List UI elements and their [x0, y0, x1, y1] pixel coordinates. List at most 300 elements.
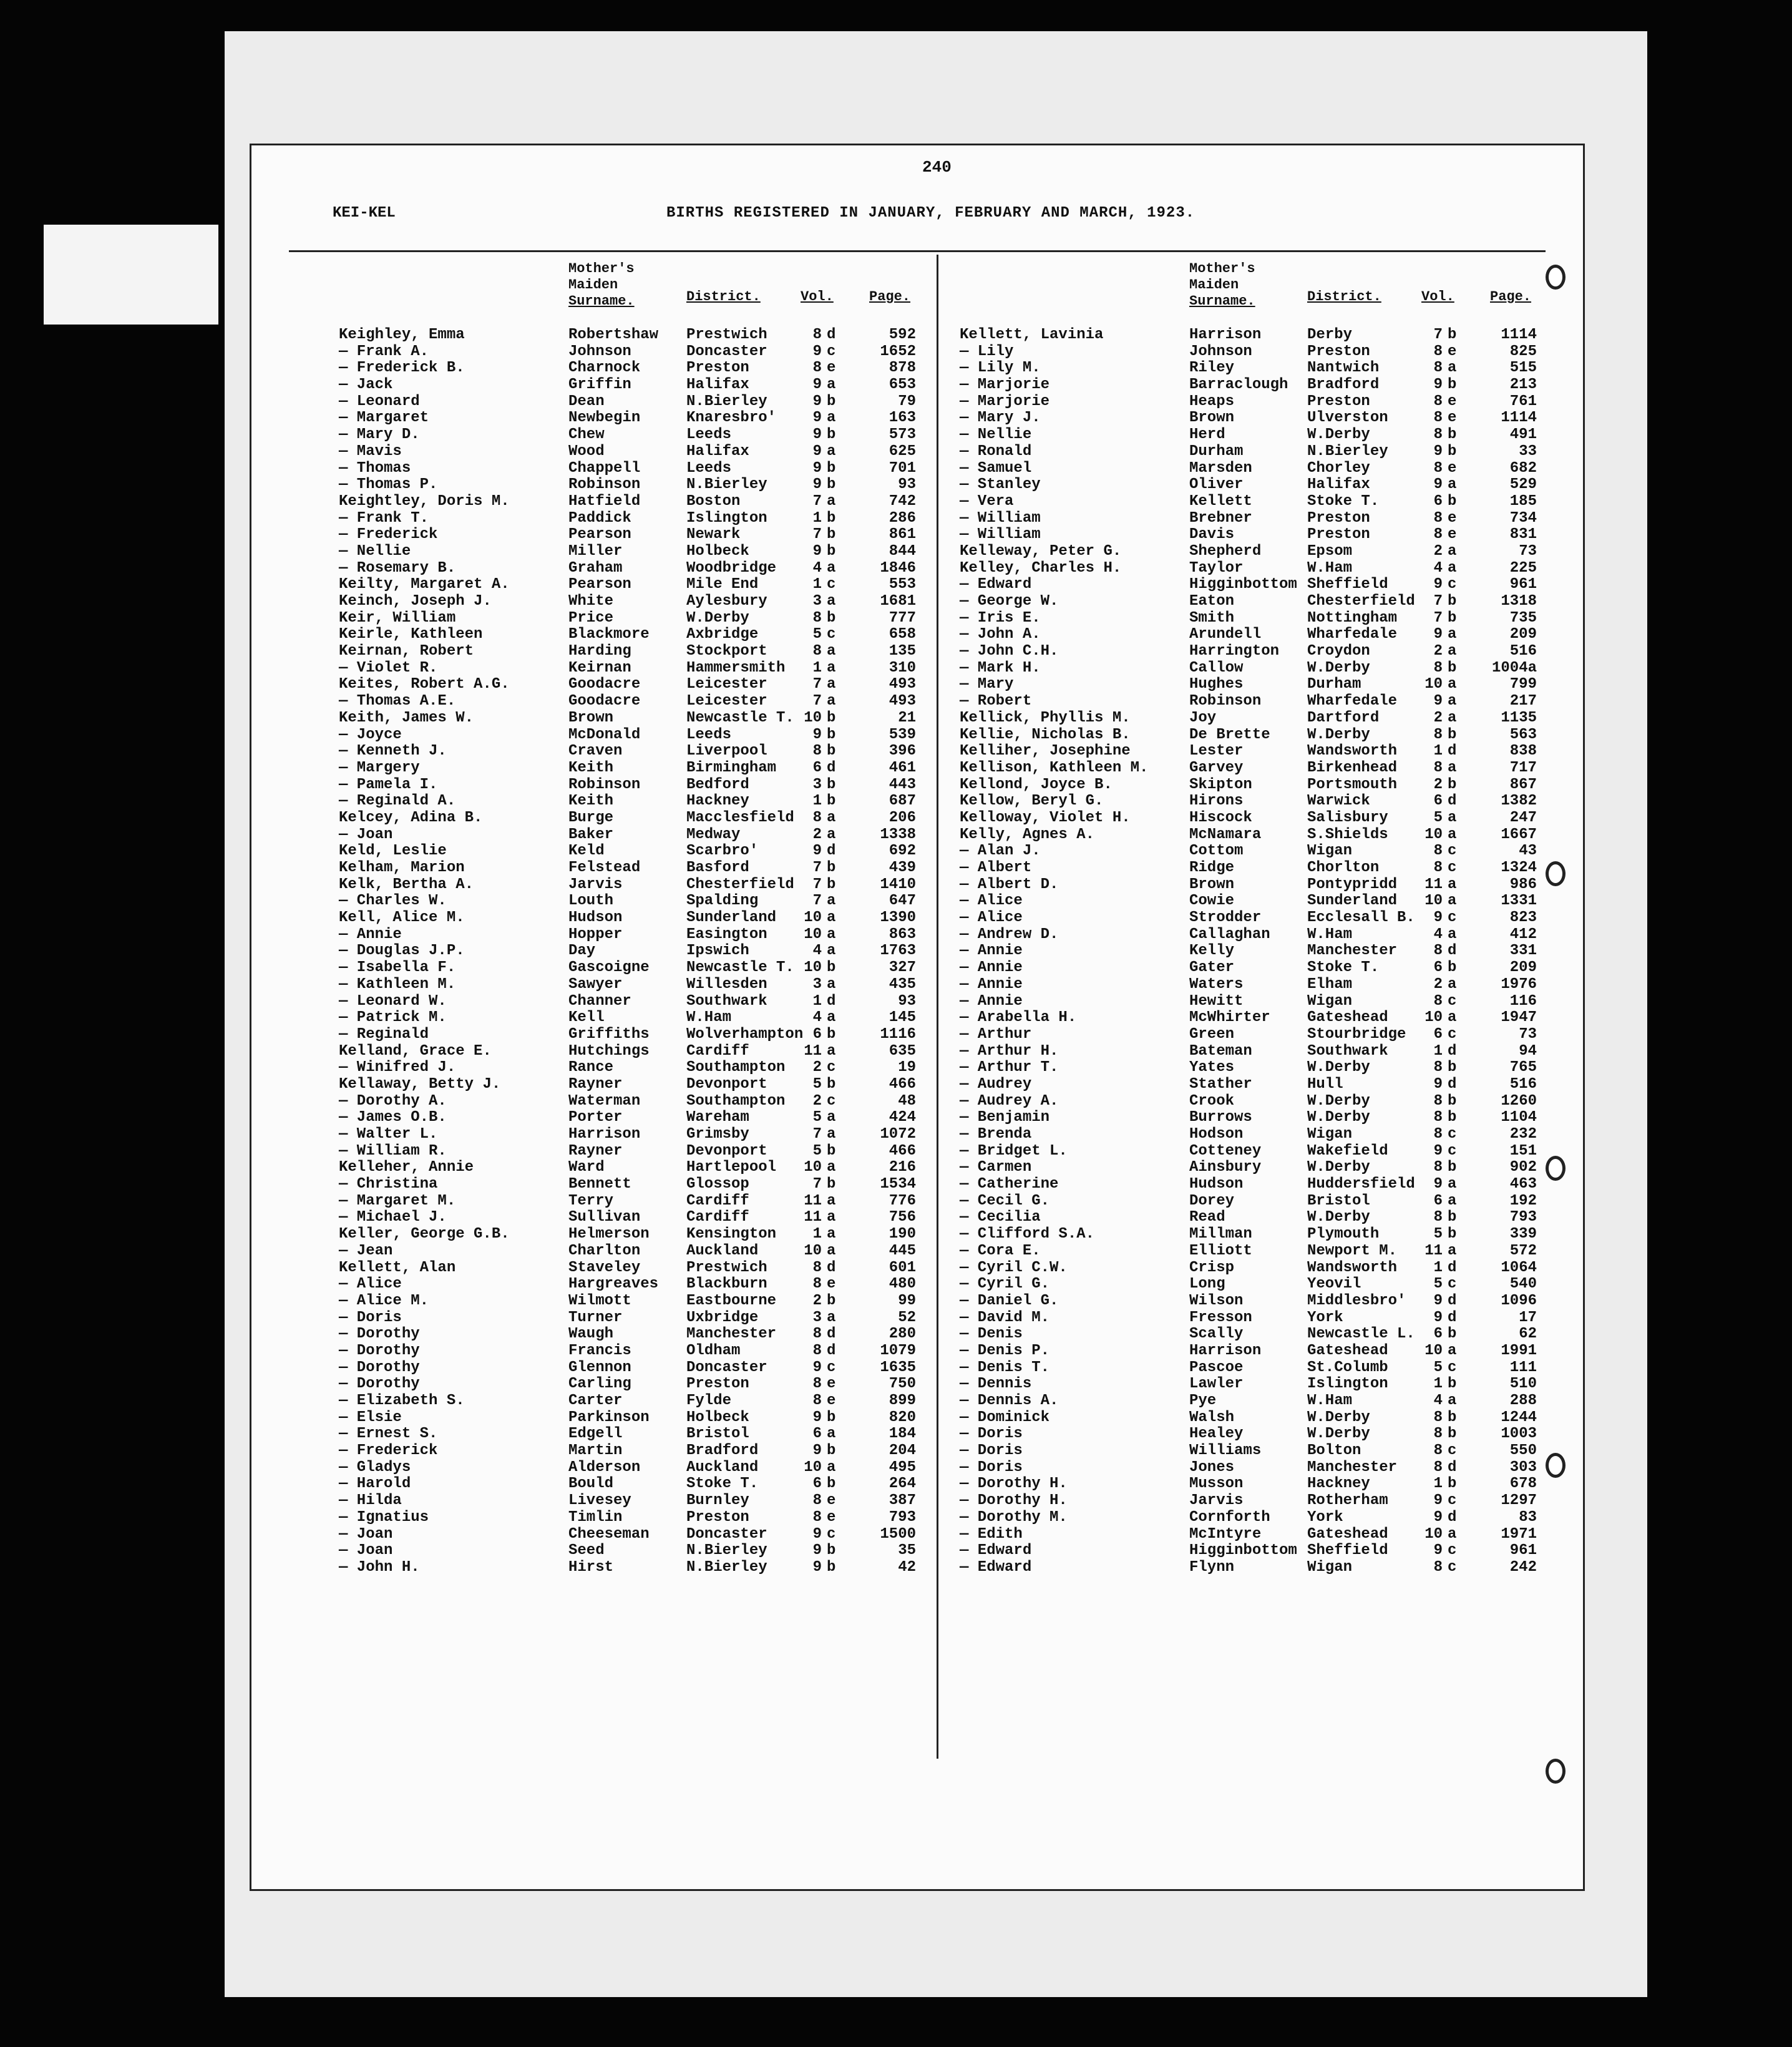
page-number-cell: 735: [1509, 609, 1537, 627]
mother-maiden-surname: Bateman: [1189, 1042, 1252, 1060]
mother-maiden-surname: Waters: [1189, 975, 1244, 993]
mother-maiden-surname: Waugh: [568, 1326, 614, 1343]
entry-name: — Annie: [960, 975, 1023, 993]
volume-letter: c: [827, 1359, 836, 1376]
page-number-cell: 184: [889, 1425, 916, 1443]
volume-number: 8: [1433, 459, 1443, 477]
page-number-cell: 445: [889, 1242, 916, 1259]
page-number-cell: 1079: [880, 1342, 916, 1359]
page-number-cell: 327: [889, 959, 916, 977]
volume-number: 9: [1433, 693, 1443, 710]
page-number-cell: 1324: [1501, 859, 1537, 876]
district: Auckland: [686, 1458, 759, 1476]
page-number-cell: 461: [889, 759, 916, 776]
page-number-cell: 678: [1509, 1475, 1537, 1493]
mother-maiden-surname: Pascoe: [1189, 1359, 1244, 1376]
district: Grimsby: [686, 1126, 749, 1143]
mother-maiden-surname: Lester: [1189, 743, 1244, 760]
volume-letter: a: [1448, 975, 1457, 993]
page-number-cell: 79: [898, 393, 916, 410]
volume-number: 9: [812, 1409, 822, 1426]
punch-hole: [1546, 1759, 1566, 1784]
district: Preston: [686, 1508, 749, 1526]
entry-name: — Patrick M.: [339, 1009, 447, 1027]
entry-name: — Rosemary B.: [339, 559, 456, 577]
volume-letter: a: [827, 676, 836, 693]
punch-hole: [1546, 1453, 1566, 1478]
register-sheet: [250, 144, 1585, 1891]
district: Knaresbro': [686, 409, 777, 427]
district: Devonport: [686, 1142, 767, 1160]
volume-number: 10: [804, 959, 822, 977]
mother-maiden-surname: Turner: [568, 1309, 623, 1326]
mother-maiden-surname: Goodacre: [568, 676, 641, 693]
entry-name: Kelham, Marion: [339, 859, 465, 876]
district: W.Ham: [686, 1009, 732, 1027]
mother-maiden-surname: Hutchings: [568, 1042, 650, 1060]
district: Wigan: [1307, 992, 1353, 1010]
mother-maiden-surname: Newbegin: [568, 409, 641, 427]
page-number-cell: 861: [889, 526, 916, 544]
volume-number: 1: [812, 793, 822, 810]
volume-letter: c: [827, 343, 836, 360]
volume-number: 9: [1433, 576, 1443, 594]
entry-name: — Leonard W.: [339, 992, 447, 1010]
entry-name: — John A.: [960, 626, 1041, 643]
district: Preston: [686, 1375, 749, 1393]
district: Wandsworth: [1307, 1259, 1398, 1276]
district: Bradford: [1307, 376, 1380, 394]
mother-maiden-surname: Cheeseman: [568, 1525, 650, 1543]
volume-number: 7: [812, 1126, 822, 1143]
district: Epsom: [1307, 542, 1353, 560]
volume-number: 9: [1433, 476, 1443, 494]
entry-name: — Dorothy: [339, 1342, 420, 1359]
page-number-cell: 1104: [1501, 1109, 1537, 1126]
mother-maiden-surname: Higginbottom: [1189, 576, 1297, 594]
district: Manchester: [686, 1326, 777, 1343]
volume-letter: b: [1448, 609, 1457, 627]
volume-number: 9: [1433, 1542, 1443, 1560]
mother-maiden-surname: Durham: [1189, 442, 1244, 460]
district: W.Ham: [1307, 1392, 1353, 1409]
district: Stockport: [686, 643, 767, 660]
volume-letter: b: [827, 1442, 836, 1460]
volume-number: 9: [812, 843, 822, 860]
volume-number: 8: [1433, 1458, 1443, 1476]
volume-letter: c: [1448, 1142, 1457, 1160]
mother-maiden-surname: Wilmott: [568, 1292, 631, 1309]
district: Glossop: [686, 1176, 749, 1193]
entry-name: — Charles W.: [339, 892, 447, 910]
mother-maiden-surname: Stather: [1189, 1075, 1252, 1093]
mother-maiden-surname: Crisp: [1189, 1259, 1235, 1276]
volume-number: 7: [812, 876, 822, 893]
entry-name: Kelly, Agnes A.: [960, 826, 1095, 843]
volume-letter: b: [1448, 1475, 1457, 1493]
district: Wharfedale: [1307, 626, 1398, 643]
mother-maiden-surname: Cotteney: [1189, 1142, 1262, 1160]
entry-name: — Marjorie: [960, 376, 1050, 394]
page-number-cell: 94: [1519, 1042, 1537, 1060]
volume-letter: a: [1448, 826, 1457, 843]
mother-maiden-surname: Channer: [568, 992, 631, 1010]
volume-letter: a: [1448, 1342, 1457, 1359]
entry-name: — Dorothy: [339, 1359, 420, 1376]
entry-name: — Lily M.: [960, 359, 1041, 377]
entry-name: — William: [960, 526, 1041, 544]
volume-number: 9: [812, 376, 822, 394]
volume-number: 3: [812, 1309, 822, 1326]
mother-maiden-header: [1189, 261, 1255, 310]
mother-maiden-surname: Robinson: [568, 476, 641, 494]
page-number-cell: 961: [1509, 1542, 1537, 1560]
page-number-cell: 516: [1509, 1075, 1537, 1093]
entry-name: — Dorothy M.: [960, 1508, 1068, 1526]
entry-name: — John H.: [339, 1558, 420, 1576]
entry-name: — Kathleen M.: [339, 975, 456, 993]
volume-number: 8: [812, 1508, 822, 1526]
volume-letter: b: [827, 1176, 836, 1193]
district: Yeovil: [1307, 1276, 1361, 1293]
entry-name: Keller, George G.B.: [339, 1226, 510, 1243]
mother-maiden-surname: Lawler: [1189, 1375, 1244, 1393]
entry-name: — Hilda: [339, 1492, 402, 1510]
mother-maiden-surname: Marsden: [1189, 459, 1252, 477]
volume-number: 9: [812, 1525, 822, 1543]
page-number-cell: 1004a: [1491, 659, 1537, 677]
district: Birmingham: [686, 759, 777, 776]
entry-name: — Leonard: [339, 393, 420, 410]
mother-maiden-surname: Dean: [568, 393, 605, 410]
entry-name: Keightley, Doris M.: [339, 492, 510, 510]
volume-letter: e: [827, 359, 836, 377]
volume-number: 9: [1433, 909, 1443, 927]
entry-name: — Arthur H.: [960, 1042, 1059, 1060]
page-number-cell: 592: [889, 326, 916, 343]
entry-name: — Clifford S.A.: [960, 1226, 1095, 1243]
mother-maiden-surname: Millman: [1189, 1226, 1252, 1243]
page-number-cell: 1297: [1501, 1492, 1537, 1510]
entry-name: — Walter L.: [339, 1126, 438, 1143]
mother-maiden-surname: Oliver: [1189, 476, 1244, 494]
page-number-cell: 33: [1519, 442, 1537, 460]
mother-maiden-surname: Hargreaves: [568, 1276, 659, 1293]
page-title: BIRTHS REGISTERED IN JANUARY, FEBRUARY AND MARCH, 1923.: [666, 205, 1195, 222]
volume-number: 10: [804, 909, 822, 927]
district-header: District.: [1307, 289, 1381, 305]
page-number-cell: 1991: [1501, 1342, 1537, 1359]
mother-maiden-surname: Pearson: [568, 526, 631, 544]
volume-letter: e: [1448, 393, 1457, 410]
page-number-cell: 43: [1519, 843, 1537, 860]
volume-letter: b: [1448, 1226, 1457, 1243]
page-number-cell: 310: [889, 659, 916, 677]
page-number-cell: 111: [1509, 1359, 1537, 1376]
entry-name: — Dennis: [960, 1375, 1032, 1393]
district: Mile End: [686, 576, 759, 594]
page-number-cell: 93: [898, 992, 916, 1010]
header-mother-line2: Maiden: [1189, 277, 1239, 293]
entry-name: — Arabella H.: [960, 1009, 1077, 1027]
mother-maiden-surname: Eaton: [1189, 593, 1235, 610]
mother-maiden-surname: Hodson: [1189, 1126, 1244, 1143]
volume-number: 5: [1433, 1226, 1443, 1243]
volume-letter: a: [827, 1309, 836, 1326]
mother-maiden-surname: Flynn: [1189, 1558, 1235, 1576]
page-number-cell: 1763: [880, 942, 916, 960]
entry-name: Keighley, Emma: [339, 326, 465, 343]
district: Manchester: [1307, 942, 1398, 960]
mother-maiden-surname: Goodacre: [568, 693, 641, 710]
district: W.Derby: [1307, 426, 1370, 444]
header-mother-line3: Surname.: [1189, 293, 1255, 309]
mother-maiden-surname: Livesey: [568, 1492, 631, 1510]
volume-number: 7: [812, 1176, 822, 1193]
volume-letter: a: [1448, 1392, 1457, 1409]
volume-number: 6: [1433, 1025, 1443, 1043]
mother-maiden-surname: Cornforth: [1189, 1508, 1270, 1526]
volume-letter: a: [827, 659, 836, 677]
entry-name: Kelleher, Annie: [339, 1159, 474, 1176]
mother-maiden-surname: Brebner: [1189, 509, 1252, 527]
page-number-cell: 1244: [1501, 1409, 1537, 1426]
volume-number: 10: [1424, 892, 1443, 910]
district: Hackney: [686, 793, 749, 810]
district: W.Derby: [1307, 1092, 1370, 1110]
page-number-cell: 1064: [1501, 1259, 1537, 1276]
page-number-cell: 1846: [880, 559, 916, 577]
district: Doncaster: [686, 343, 767, 360]
volume-letter: b: [1448, 1209, 1457, 1226]
entry-name: — Annie: [339, 926, 402, 943]
volume-letter: c: [1448, 1542, 1457, 1560]
entry-name: Kelliher, Josephine: [960, 743, 1131, 760]
page-number-cell: 765: [1509, 1059, 1537, 1077]
volume-letter: a: [1448, 892, 1457, 910]
header-mother-line3: Surname.: [568, 293, 635, 309]
page-number-cell: 163: [889, 409, 916, 427]
entry-name: — Jean: [339, 1242, 393, 1259]
volume-letter: e: [827, 1492, 836, 1510]
mother-maiden-surname: Sawyer: [568, 975, 623, 993]
page-number-cell: 563: [1509, 726, 1537, 743]
volume-number: 8: [1433, 359, 1443, 377]
volume-number: 3: [812, 776, 822, 793]
page-number-cell: 1072: [880, 1126, 916, 1143]
mother-maiden-surname: Porter: [568, 1109, 623, 1126]
entry-name: — Frank A.: [339, 343, 429, 360]
volume-letter: b: [827, 876, 836, 893]
volume-letter: d: [1448, 942, 1457, 960]
entry-name: Kellick, Phyllis M.: [960, 709, 1131, 726]
district: W.Derby: [1307, 1209, 1370, 1226]
punch-hole: [1546, 861, 1566, 886]
volume-letter: a: [827, 926, 836, 943]
page-number-cell: 435: [889, 975, 916, 993]
entry-name: — Stanley: [960, 476, 1041, 494]
page-number-cell: 878: [889, 359, 916, 377]
district: Newport M.: [1307, 1242, 1398, 1259]
district: Preston: [1307, 343, 1370, 360]
entry-name: — Ignatius: [339, 1508, 429, 1526]
entry-name: — Annie: [960, 992, 1023, 1010]
volume-letter: c: [1448, 859, 1457, 876]
district: Leeds: [686, 426, 732, 444]
mother-maiden-surname: Helmerson: [568, 1226, 650, 1243]
volume-letter: c: [1448, 576, 1457, 594]
entry-name: — James O.B.: [339, 1109, 447, 1126]
page-number-cell: 1338: [880, 826, 916, 843]
volume-letter: a: [827, 1226, 836, 1243]
volume-letter: a: [1448, 1009, 1457, 1027]
district: Stoke T.: [1307, 959, 1380, 977]
district: Preston: [1307, 526, 1370, 544]
entry-name: Kellaway, Betty J.: [339, 1075, 501, 1093]
page-number-cell: 303: [1509, 1458, 1537, 1476]
mother-maiden-surname: Shepherd: [1189, 542, 1262, 560]
volume-letter: b: [827, 959, 836, 977]
volume-letter: a: [1448, 1176, 1457, 1193]
volume-letter: a: [827, 643, 836, 660]
volume-letter: a: [827, 809, 836, 826]
entry-name: Kellett, Lavinia: [960, 326, 1104, 343]
district: Pontypridd: [1307, 876, 1398, 893]
volume-number: 6: [812, 1475, 822, 1493]
entry-name: — Margaret: [339, 409, 429, 427]
mother-maiden-surname: Smith: [1189, 609, 1235, 627]
volume-letter: a: [1448, 709, 1457, 726]
page-number-cell: 48: [898, 1092, 916, 1110]
entry-name: — Annie: [960, 942, 1023, 960]
volume-number: 6: [812, 1425, 822, 1443]
district: Elham: [1307, 975, 1353, 993]
entry-name: — Dorothy: [339, 1375, 420, 1393]
district: Auckland: [686, 1242, 759, 1259]
volume-letter: c: [827, 626, 836, 643]
volume-number: 7: [1433, 609, 1443, 627]
page-number-cell: 1976: [1501, 975, 1537, 993]
mother-maiden-surname: Rance: [568, 1059, 614, 1077]
mother-maiden-surname: Hirst: [568, 1558, 614, 1576]
district: Sunderland: [1307, 892, 1398, 910]
district: Axbridge: [686, 626, 759, 643]
page-number-cell: 204: [889, 1442, 916, 1460]
mother-maiden-surname: Skipton: [1189, 776, 1252, 793]
district: Wigan: [1307, 1558, 1353, 1576]
page-number-cell: 776: [889, 1192, 916, 1209]
mother-maiden-surname: Felstead: [568, 859, 641, 876]
volume-letter: b: [827, 509, 836, 527]
volume-letter: a: [1448, 559, 1457, 577]
page-number-cell: 19: [898, 1059, 916, 1077]
mother-maiden-surname: Fresson: [1189, 1309, 1252, 1326]
volume-letter: a: [1448, 1242, 1457, 1259]
entry-name: — Dennis A.: [960, 1392, 1059, 1409]
volume-letter: a: [827, 559, 836, 577]
district: W.Ham: [1307, 926, 1353, 943]
district: St.Columb: [1307, 1359, 1388, 1376]
mother-maiden-surname: Waterman: [568, 1092, 641, 1110]
volume-number: 10: [804, 1159, 822, 1176]
district: Islington: [1307, 1375, 1388, 1393]
volume-number: 8: [812, 1342, 822, 1359]
page-number-cell: 73: [1519, 542, 1537, 560]
volume-letter: a: [1448, 693, 1457, 710]
district: N.Bierley: [686, 476, 767, 494]
district: Leicester: [686, 676, 767, 693]
mother-maiden-surname: Brown: [1189, 409, 1235, 427]
volume-number: 10: [1424, 1009, 1443, 1027]
page-number-cell: 635: [889, 1042, 916, 1060]
district: Hackney: [1307, 1475, 1370, 1493]
mother-maiden-surname: Burrows: [1189, 1109, 1252, 1126]
entry-name: — Joan: [339, 826, 393, 843]
mother-maiden-surname: Day: [568, 942, 596, 960]
district: Newcastle T.: [686, 709, 794, 726]
entry-name: — William R.: [339, 1142, 447, 1160]
entry-name: — Mary J.: [960, 409, 1041, 427]
volume-number: 4: [812, 942, 822, 960]
mother-maiden-surname: Herd: [1189, 426, 1225, 444]
district: Stoke T.: [1307, 492, 1380, 510]
volume-letter: d: [1448, 1075, 1457, 1093]
district: W.Derby: [686, 609, 749, 627]
entry-name: — Dorothy: [339, 1326, 420, 1343]
volume-number: 9: [812, 542, 822, 560]
entry-name: — Daniel G.: [960, 1292, 1059, 1309]
mother-maiden-surname: Staveley: [568, 1259, 641, 1276]
entry-name: — Joan: [339, 1542, 393, 1560]
volume-letter: a: [827, 892, 836, 910]
entry-name: — Denis T.: [960, 1359, 1050, 1376]
volume-letter: b: [827, 393, 836, 410]
district: Willesden: [686, 975, 767, 993]
entry-name: — Mark H.: [960, 659, 1041, 677]
mother-maiden-surname: Kelly: [1189, 942, 1235, 960]
volume-number: 1: [1433, 1259, 1443, 1276]
entry-name: — Dominick: [960, 1409, 1050, 1426]
district: W.Derby: [1307, 1109, 1370, 1126]
entry-name: Kelleway, Peter G.: [960, 542, 1122, 560]
volume-letter: a: [1448, 626, 1457, 643]
district: Bradford: [686, 1442, 759, 1460]
volume-letter: b: [1448, 593, 1457, 610]
volume-number: 2: [1433, 643, 1443, 660]
entry-name: — Jack: [339, 376, 393, 394]
page-number-cell: 692: [889, 843, 916, 860]
mother-maiden-surname: Long: [1189, 1276, 1225, 1293]
district: Liverpool: [686, 743, 767, 760]
entry-name: — Thomas: [339, 459, 411, 477]
district: Plymouth: [1307, 1226, 1380, 1243]
entry-name: — Michael J.: [339, 1209, 447, 1226]
entry-name: — Gladys: [339, 1458, 411, 1476]
volume-number: 9: [812, 442, 822, 460]
mother-maiden-surname: Callaghan: [1189, 926, 1270, 943]
volume-number: 9: [1433, 376, 1443, 394]
entry-name: Keir, William: [339, 609, 456, 627]
mother-maiden-surname: Ridge: [1189, 859, 1235, 876]
district: Bedford: [686, 776, 749, 793]
entry-name: — Doris: [960, 1425, 1023, 1443]
volume-number: 8: [1433, 1159, 1443, 1176]
volume-number: 3: [812, 975, 822, 993]
mother-maiden-surname: Ainsbury: [1189, 1159, 1262, 1176]
district: N.Bierley: [686, 1558, 767, 1576]
entry-name: — Alice: [339, 1276, 402, 1293]
page-number-cell: 17: [1519, 1309, 1537, 1326]
